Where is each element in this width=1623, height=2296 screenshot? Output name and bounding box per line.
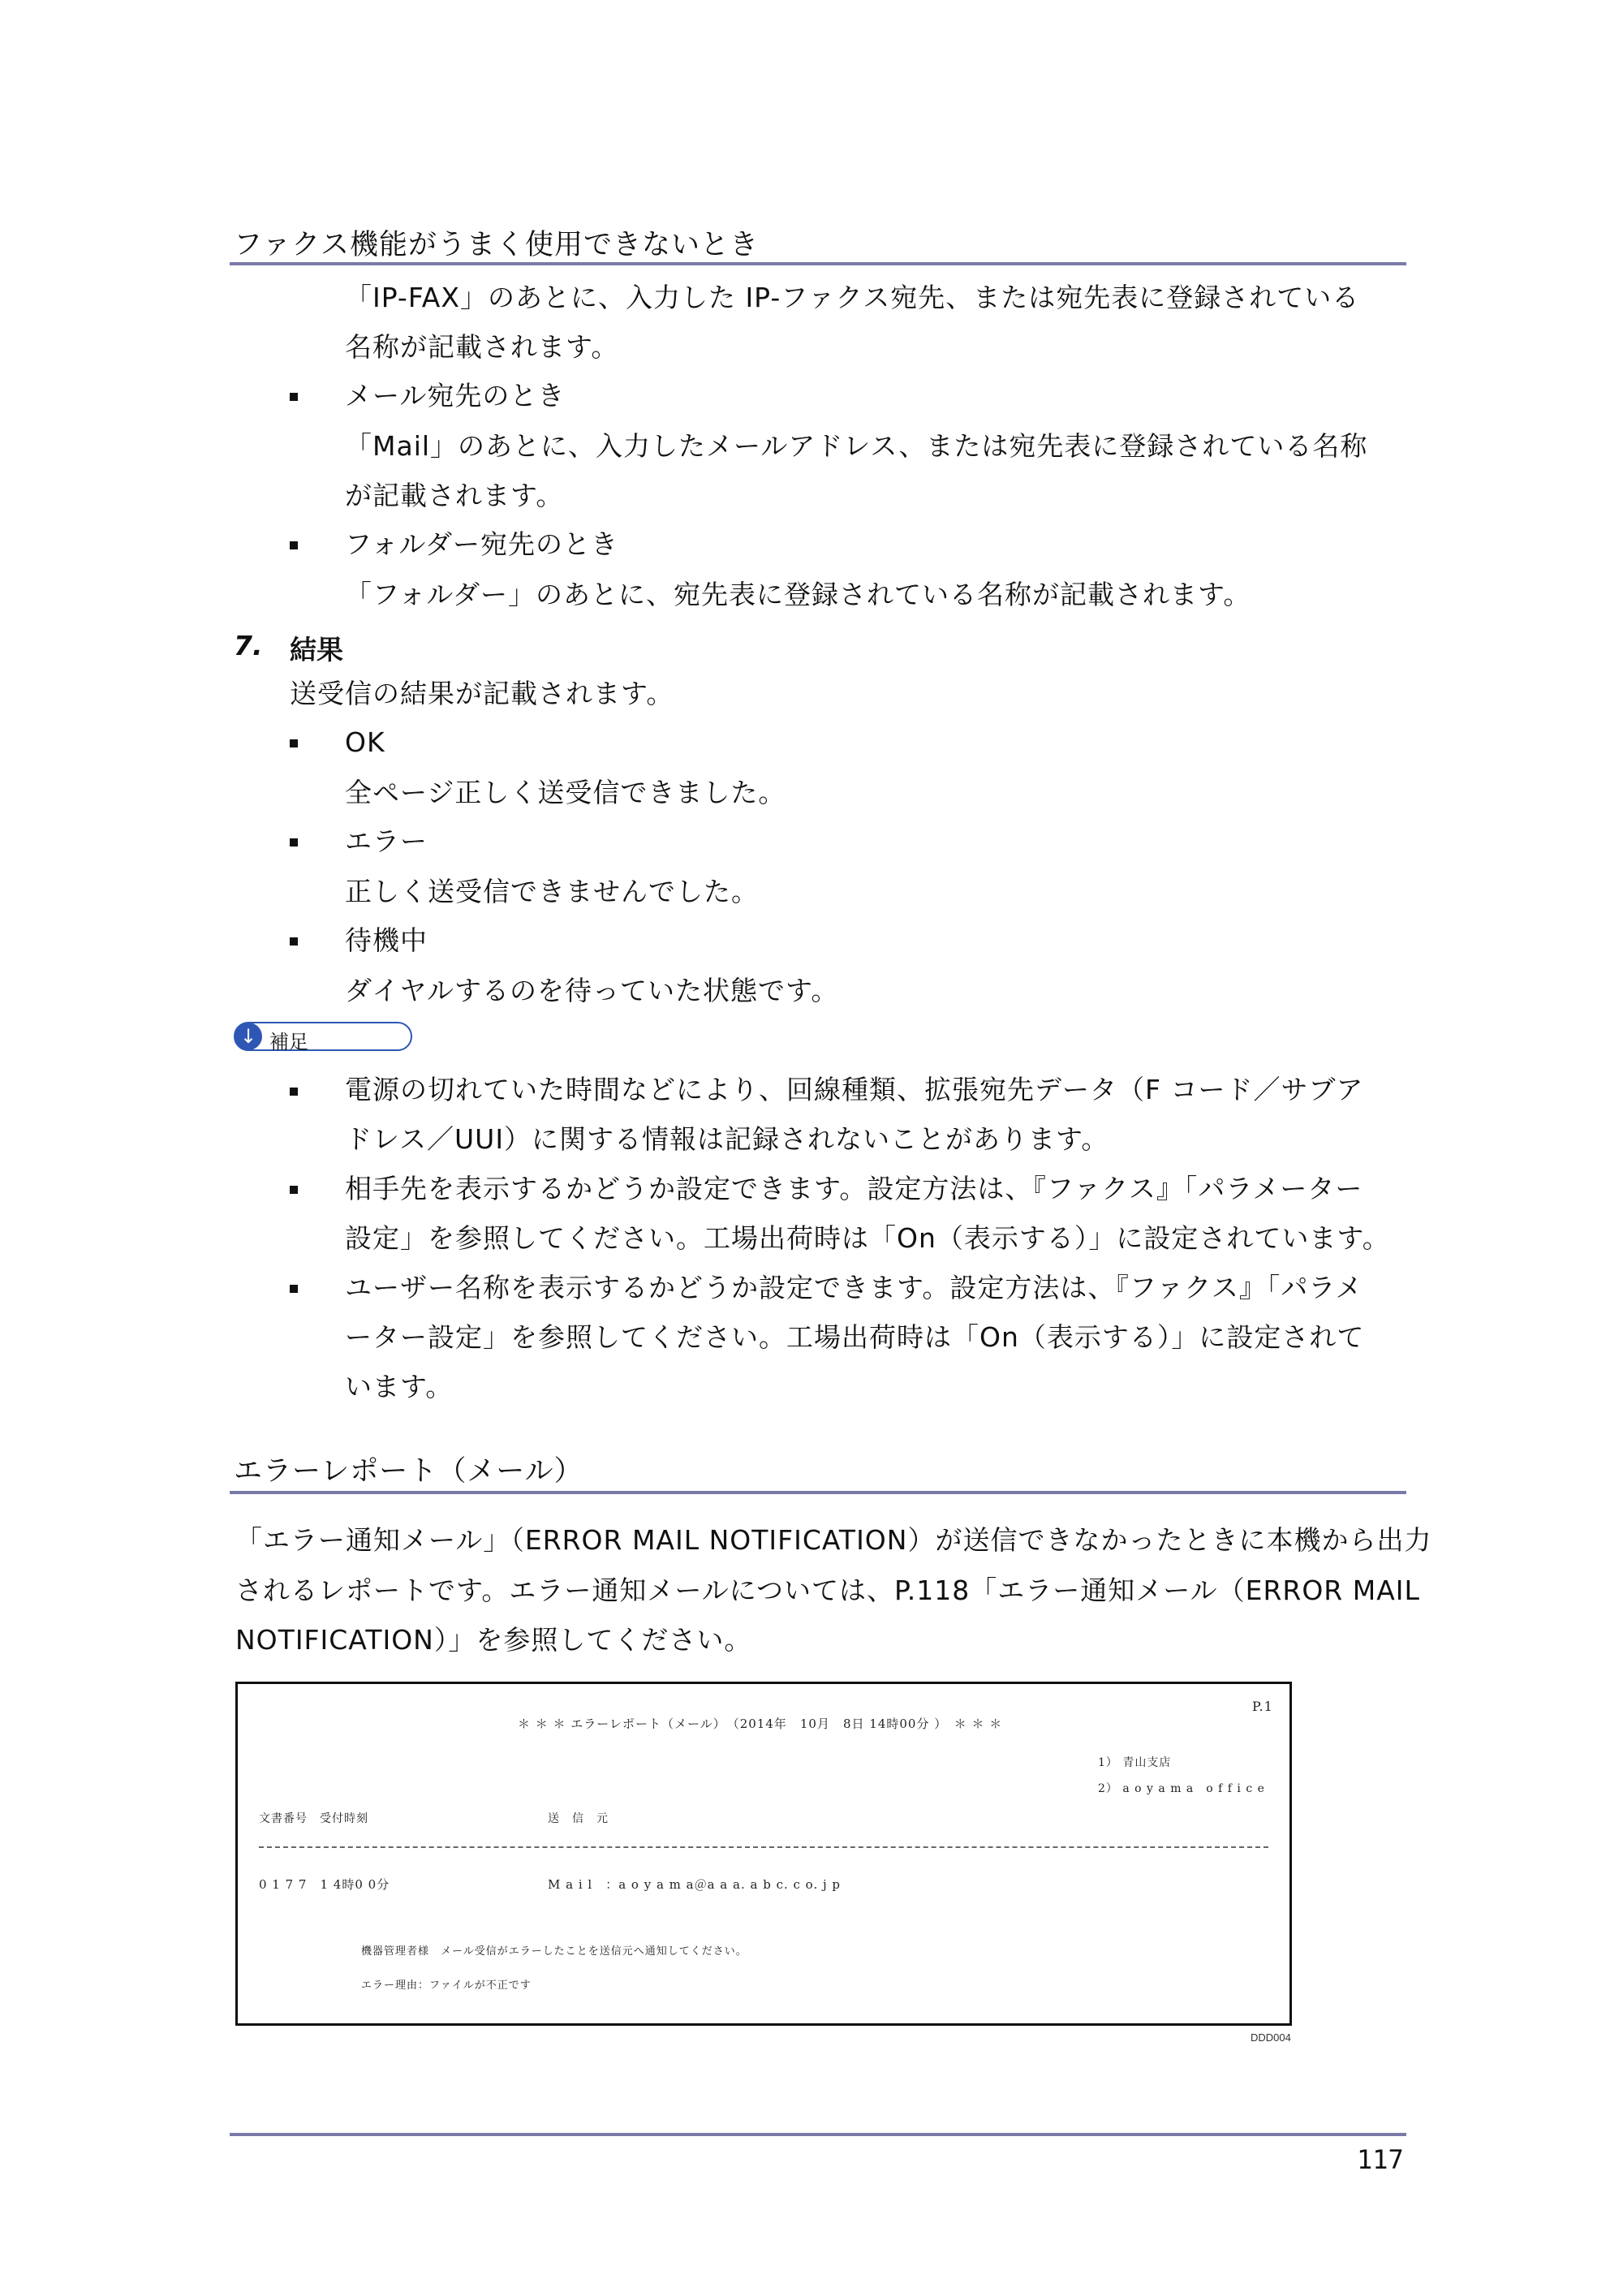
bullet-marker bbox=[290, 541, 298, 549]
report-sender-name: 1） 青山支店 bbox=[1098, 1756, 1172, 1769]
page-number: 117 bbox=[1357, 2144, 1404, 2175]
paragraph-line: 「エラー通知メール」（ERROR MAIL NOTIFICATION）が送信できなかったときに本機から出力 bbox=[235, 1524, 1432, 1556]
bullet-marker bbox=[290, 739, 298, 747]
report-sender-name: 2） a o y a m a o f f i c e bbox=[1098, 1782, 1265, 1795]
note-line: 設定」を参照してください。工場出荷時は「On（表示する）」に設定されています。 bbox=[345, 1222, 1390, 1254]
paragraph-line: 「IP-FAX」のあとに、入力した IP-ファクス宛先、または宛先表に登録されている bbox=[345, 282, 1360, 313]
note-line: 相手先を表示するかどうか設定できます。設定方法は、『ファクス』「パラメーター bbox=[345, 1173, 1363, 1204]
note-label: 補足 bbox=[269, 1031, 308, 1053]
bullet-label: メール宛先のとき bbox=[345, 380, 566, 411]
note-line: ーター設定」を参照してください。工場出荷時は「On（表示する）」に設定されて bbox=[345, 1321, 1365, 1353]
note-line: います。 bbox=[345, 1371, 454, 1402]
section-rule bbox=[230, 262, 1406, 265]
item-number: 7. bbox=[234, 630, 263, 661]
note-badge bbox=[234, 1022, 412, 1051]
section-rule bbox=[230, 1491, 1406, 1494]
bullet-marker bbox=[290, 1285, 298, 1293]
paragraph-line: されるレポートです。エラー通知メールについては、P.118「エラー通知メール（ERROR MAIL bbox=[235, 1574, 1420, 1606]
item-title: 結果 bbox=[290, 634, 343, 666]
item-description: 送受信の結果が記載されます。 bbox=[290, 678, 674, 709]
report-message: エラー理由：ファイルが不正です bbox=[361, 1979, 532, 1992]
bullet-description: 全ページ正しく送受信できました。 bbox=[345, 777, 786, 808]
bullet-label: エラー bbox=[345, 825, 428, 857]
report-message: 機器管理者様 メール受信がエラーしたことを送信元へ通知してください。 bbox=[361, 1945, 747, 1958]
bullet-label: 待機中 bbox=[345, 924, 428, 956]
report-divider bbox=[259, 1846, 1268, 1848]
bullet-label: フォルダー宛先のとき bbox=[345, 528, 619, 560]
bullet-marker bbox=[290, 1186, 298, 1194]
report-row-id: 0 1 7 7 1 4時0 0分 bbox=[259, 1877, 390, 1892]
footer-rule bbox=[230, 2133, 1406, 2136]
down-arrow-icon: ↓ bbox=[235, 1023, 262, 1050]
report-column-header: 文書番号 受付時刻 bbox=[259, 1812, 368, 1825]
report-header: ＊ ＊ ＊ エラーレポート（メール） （2014年 10月 8日 14時00分 ） ＊ ＊ ＊ bbox=[518, 1717, 1003, 1731]
report-page-number: P.1 bbox=[1252, 1699, 1273, 1714]
note-line: 電源の切れていた時間などにより、回線種類、拡張宛先データ（F コード／サブア bbox=[345, 1074, 1364, 1105]
bullet-description: 「Mail」のあとに、入力したメールアドレス、または宛先表に登録されている名称 bbox=[345, 430, 1368, 462]
report-column-header: 送 信 元 bbox=[548, 1812, 609, 1825]
error-report-sample bbox=[235, 1682, 1292, 2026]
bullet-description: 「フォルダー」のあとに、宛先表に登録されている名称が記載されます。 bbox=[345, 579, 1251, 610]
figure-code: DDD004 bbox=[1251, 2031, 1291, 2044]
section-title: エラーレポート（メール） bbox=[234, 1455, 583, 1488]
bullet-description: が記載されます。 bbox=[345, 480, 564, 511]
note-line: ドレス／UUI）に関する情報は記録されないことがあります。 bbox=[345, 1123, 1109, 1155]
note-line: ユーザー名称を表示するかどうか設定できます。設定方法は、『ファクス』「パラメ bbox=[345, 1272, 1363, 1303]
bullet-label: OK bbox=[345, 726, 385, 758]
bullet-marker bbox=[290, 1088, 298, 1096]
paragraph-line: 名称が記載されます。 bbox=[345, 331, 619, 363]
bullet-marker bbox=[290, 937, 298, 946]
bullet-marker bbox=[290, 838, 298, 846]
bullet-description: ダイヤルするのを待っていた状態です。 bbox=[345, 975, 839, 1006]
section-title: ファクス機能がうまく使用できないとき bbox=[234, 229, 759, 261]
bullet-marker bbox=[290, 393, 298, 401]
report-row-sender: M a i l ：a o y a m a＠a a a. a b c. c o. j p bbox=[548, 1877, 842, 1892]
bullet-description: 正しく送受信できませんでした。 bbox=[345, 876, 759, 907]
paragraph-line: NOTIFICATION）」を参照してください。 bbox=[235, 1624, 752, 1656]
